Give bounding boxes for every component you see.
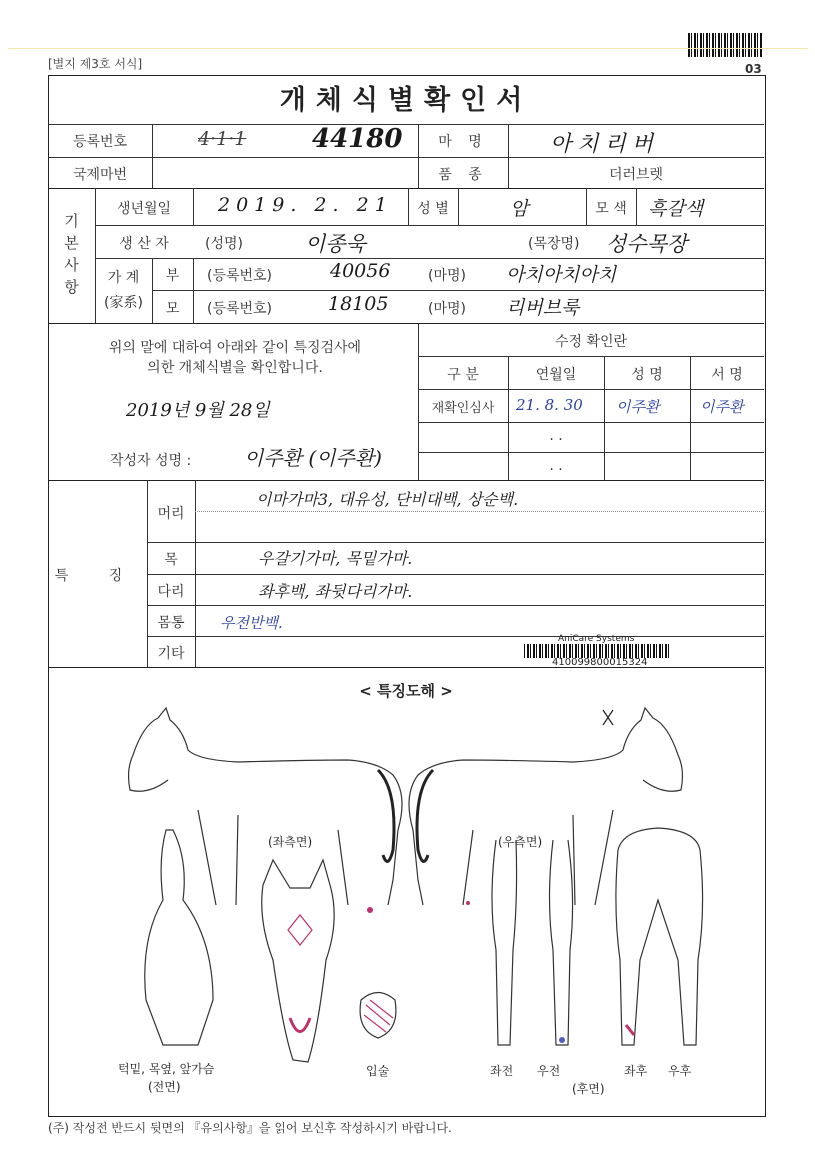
rev-col-type: 구 분: [447, 367, 479, 383]
head-front-view: [262, 860, 334, 1062]
line: [152, 124, 153, 188]
sire-reg-label: (등록번호): [207, 268, 273, 284]
anicare-label: AniCare Systems: [558, 634, 635, 644]
rev-row3-date: . .: [549, 458, 563, 474]
line: [147, 574, 764, 575]
head-label: 머리: [157, 506, 185, 522]
line: [418, 356, 764, 357]
front-caption: 턱밑, 목옆, 앞가슴: [118, 1062, 215, 1076]
line: [152, 290, 764, 291]
form-title: 개체식별확인서: [279, 85, 533, 116]
lh-label: 좌후: [624, 1064, 648, 1078]
lf-label: 좌전: [490, 1064, 514, 1078]
front-legs-view: [492, 840, 573, 1045]
sire-label: 부: [165, 268, 180, 284]
front-label: (전면): [148, 1080, 181, 1094]
farm-label: (목장명): [528, 236, 580, 252]
birth-value: 2019. 2. 21: [218, 194, 393, 216]
line: [195, 511, 764, 512]
pedigree-label: 가 계: [107, 270, 140, 286]
rf-label: 우전: [537, 1064, 561, 1078]
line: [636, 188, 637, 225]
footer-note: (주) 작성전 반드시 뒷면의 『유의사항』을 읽어 보신후 작성하시기 바랍니다.: [48, 1121, 452, 1135]
revision-title: 수정 확인란: [554, 334, 628, 350]
page-number: 03: [745, 62, 762, 76]
lip-label: 입술: [366, 1064, 390, 1078]
statement-line2: 의한 개체식별을 확인합니다.: [147, 360, 323, 376]
line: [147, 605, 764, 606]
line: [418, 452, 764, 453]
dam-name-value: 리버브룩: [506, 297, 580, 319]
line: [418, 422, 764, 423]
dam-name-label: (마명): [428, 301, 466, 317]
writer-value: 이주환 (이주환): [244, 446, 382, 470]
producer-label: 생 산 자: [119, 236, 169, 252]
line: [418, 389, 764, 390]
reg-no-struck: 4·1·1: [198, 128, 247, 150]
left-side-label: (좌측면): [268, 835, 313, 849]
neck-value: 우갈기가마, 목밑가마.: [258, 549, 413, 568]
leg-value: 좌후백, 좌뒷다리가마.: [258, 582, 413, 601]
neck-label: 목: [164, 552, 178, 568]
rev-row1-sign: 이주환: [700, 398, 744, 416]
rev-col-name: 성 명: [631, 367, 663, 383]
sire-name-label: (마명): [428, 268, 466, 284]
leg-label: 다리: [157, 584, 185, 600]
dam-label: 모: [165, 301, 180, 317]
lip-view: [360, 993, 396, 1039]
line: [193, 188, 194, 225]
reg-no-label: 등록번호: [72, 134, 128, 150]
rev-row1-type: 재확인심사: [431, 401, 495, 416]
rev-row1-name: 이주환: [616, 398, 660, 416]
breed-value: 더러브렛: [608, 167, 664, 183]
rev-row1-date: 21. 8. 30: [516, 396, 583, 414]
body-label: 몸통: [157, 615, 185, 631]
sire-reg-value: 40056: [330, 260, 391, 282]
line: [458, 188, 459, 225]
statement-line1: 위의 말에 대하여 아래와 같이 특징검사에: [108, 340, 362, 356]
form-label: [별지 제3호 서식]: [48, 57, 143, 71]
rev-col-date: 연월일: [535, 367, 577, 383]
breed-label: 품 종: [438, 167, 488, 183]
producer-name-value: 이종욱: [305, 232, 366, 256]
basic-section-label: 기 본 사 항: [64, 212, 79, 296]
sex-label: 성 별: [417, 201, 449, 217]
line: [95, 225, 764, 226]
color-value: 흑갈색: [648, 198, 704, 220]
horse-name-label: 마 명: [438, 134, 488, 150]
diagram-title: < 특징도해 >: [359, 682, 453, 700]
front-view-horse: [145, 830, 213, 1045]
line: [48, 188, 764, 189]
rev-col-sign: 서 명: [711, 367, 743, 383]
right-side-label: (우측면): [498, 835, 543, 849]
right-side-horse: [409, 708, 682, 905]
rh-label: 우후: [668, 1064, 692, 1078]
color-label: 모 색: [595, 201, 627, 217]
line: [147, 636, 764, 637]
writer-label: 작성자 성명 :: [110, 453, 192, 469]
confirm-date: 2019년 9월 28일: [126, 400, 270, 421]
body-value: 우전반백.: [220, 614, 283, 632]
sex-value: 암: [510, 198, 529, 220]
rev-row2-date: . .: [549, 428, 563, 444]
header-rule: [8, 48, 808, 49]
rear-view-horse: [616, 828, 703, 1045]
left-side-horse: [129, 708, 402, 913]
anicare-code: 410099800015324: [552, 657, 648, 668]
anicare-barcode: [524, 644, 670, 658]
line: [193, 258, 194, 323]
birth-label: 생년월일: [116, 201, 172, 217]
horse-name-value: 아치리버: [550, 132, 660, 157]
reg-no-value: 44180: [312, 124, 403, 154]
other-label: 기타: [157, 646, 185, 662]
features-label: 특 징: [54, 568, 141, 584]
line: [48, 480, 764, 481]
line: [48, 667, 764, 668]
dam-reg-value: 18105: [328, 293, 389, 315]
top-barcode: [688, 33, 762, 57]
farm-value: 성수목장: [606, 232, 688, 256]
sire-name-value: 아치아치아치: [506, 264, 617, 286]
line: [95, 258, 764, 259]
producer-name-label: (성명): [205, 236, 243, 252]
head-value: 이마가마3, 대유성, 단비대백, 상순백.: [256, 490, 519, 509]
horse-diagram: [48, 700, 764, 1110]
pedigree-hanja: (家系): [104, 295, 143, 311]
intl-no-label: 국제마번: [72, 167, 128, 183]
line: [48, 323, 764, 324]
dam-reg-label: (등록번호): [207, 301, 273, 317]
line: [147, 542, 764, 543]
line: [48, 124, 764, 125]
rear-label: (후면): [572, 1082, 605, 1096]
